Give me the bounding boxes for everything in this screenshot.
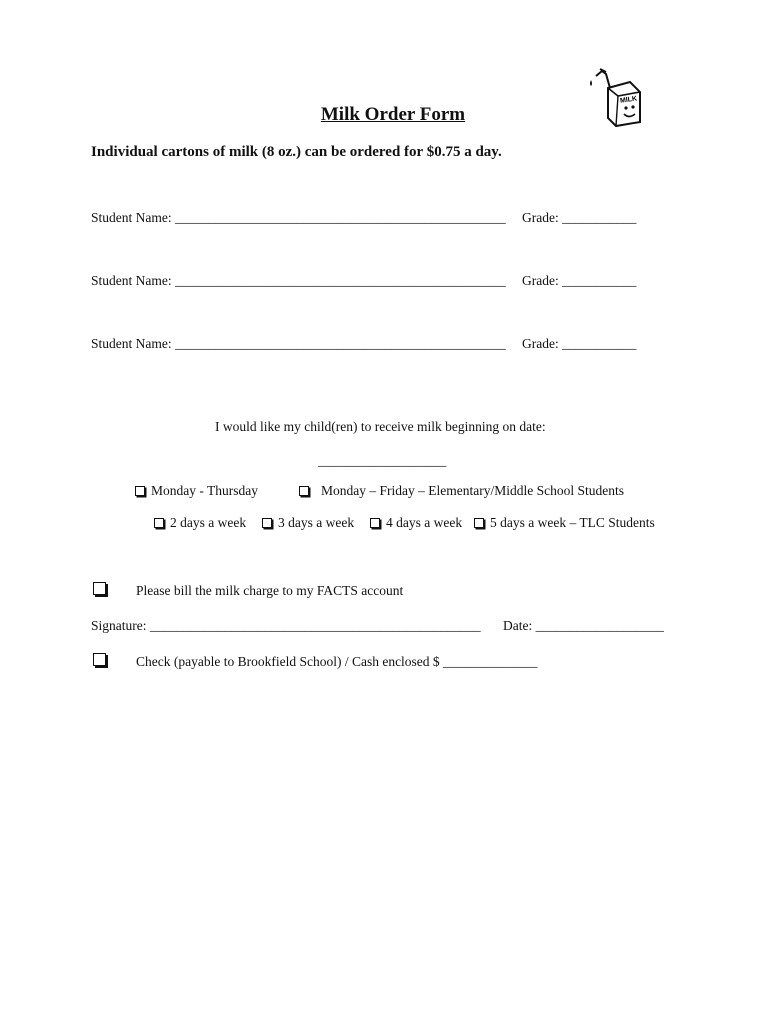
checkbox-icon[interactable] <box>370 518 380 528</box>
start-date-prompt: I would like my child(ren) to receive milk beginning on date: <box>215 419 546 434</box>
checkbox-icon[interactable] <box>299 486 309 496</box>
facts-label: Please bill the milk charge to my FACTS account <box>136 583 404 598</box>
checkbox-icon[interactable] <box>135 486 145 496</box>
student-name-field-2[interactable]: Student Name: _________________________________________________ <box>91 273 506 288</box>
carton-text: MILK <box>619 95 638 105</box>
page-title: Milk Order Form <box>320 104 466 125</box>
option-3-days[interactable] <box>262 515 354 531</box>
option-2-days[interactable] <box>154 515 246 531</box>
signature-field[interactable]: Signature: _________________________________________________ <box>91 618 481 633</box>
facts-checkbox[interactable] <box>93 582 106 595</box>
option-label: 3 days a week <box>278 515 355 530</box>
option-label: 5 days a week – TLC Students <box>490 515 655 530</box>
option-4-days[interactable] <box>370 515 462 531</box>
check-cash-label: Check (payable to Brookfield School) / Cash enclosed $ ______________ <box>136 654 538 669</box>
price-notice: Individual cartons of milk (8 oz.) can be ordered for $0.75 a day. <box>91 144 502 160</box>
option-label: 4 days a week <box>386 515 463 530</box>
date-field[interactable]: Date: ___________________ <box>503 618 664 633</box>
student-name-field-1[interactable]: Student Name: _________________________________________________ <box>91 210 506 225</box>
student-name-field-3[interactable]: Student Name: _________________________________________________ <box>91 336 506 351</box>
checkbox-icon[interactable] <box>262 518 272 528</box>
checkbox-icon[interactable] <box>474 518 484 528</box>
option-5-days[interactable] <box>474 515 655 531</box>
option-monday-friday[interactable] <box>299 483 624 499</box>
check-cash-checkbox[interactable] <box>93 653 106 666</box>
start-date-field[interactable]: ___________________ <box>318 453 447 468</box>
grade-field-1[interactable]: Grade: ___________ <box>522 210 637 225</box>
option-monday-thursday[interactable] <box>135 483 258 499</box>
checkbox-icon[interactable] <box>154 518 164 528</box>
grade-field-3[interactable]: Grade: ___________ <box>522 336 637 351</box>
option-label: Monday – Friday – Elementary/Middle School Students <box>321 483 624 498</box>
option-label: Monday - Thursday <box>151 483 258 498</box>
grade-field-2[interactable]: Grade: ___________ <box>522 273 637 288</box>
option-label: 2 days a week <box>170 515 247 530</box>
